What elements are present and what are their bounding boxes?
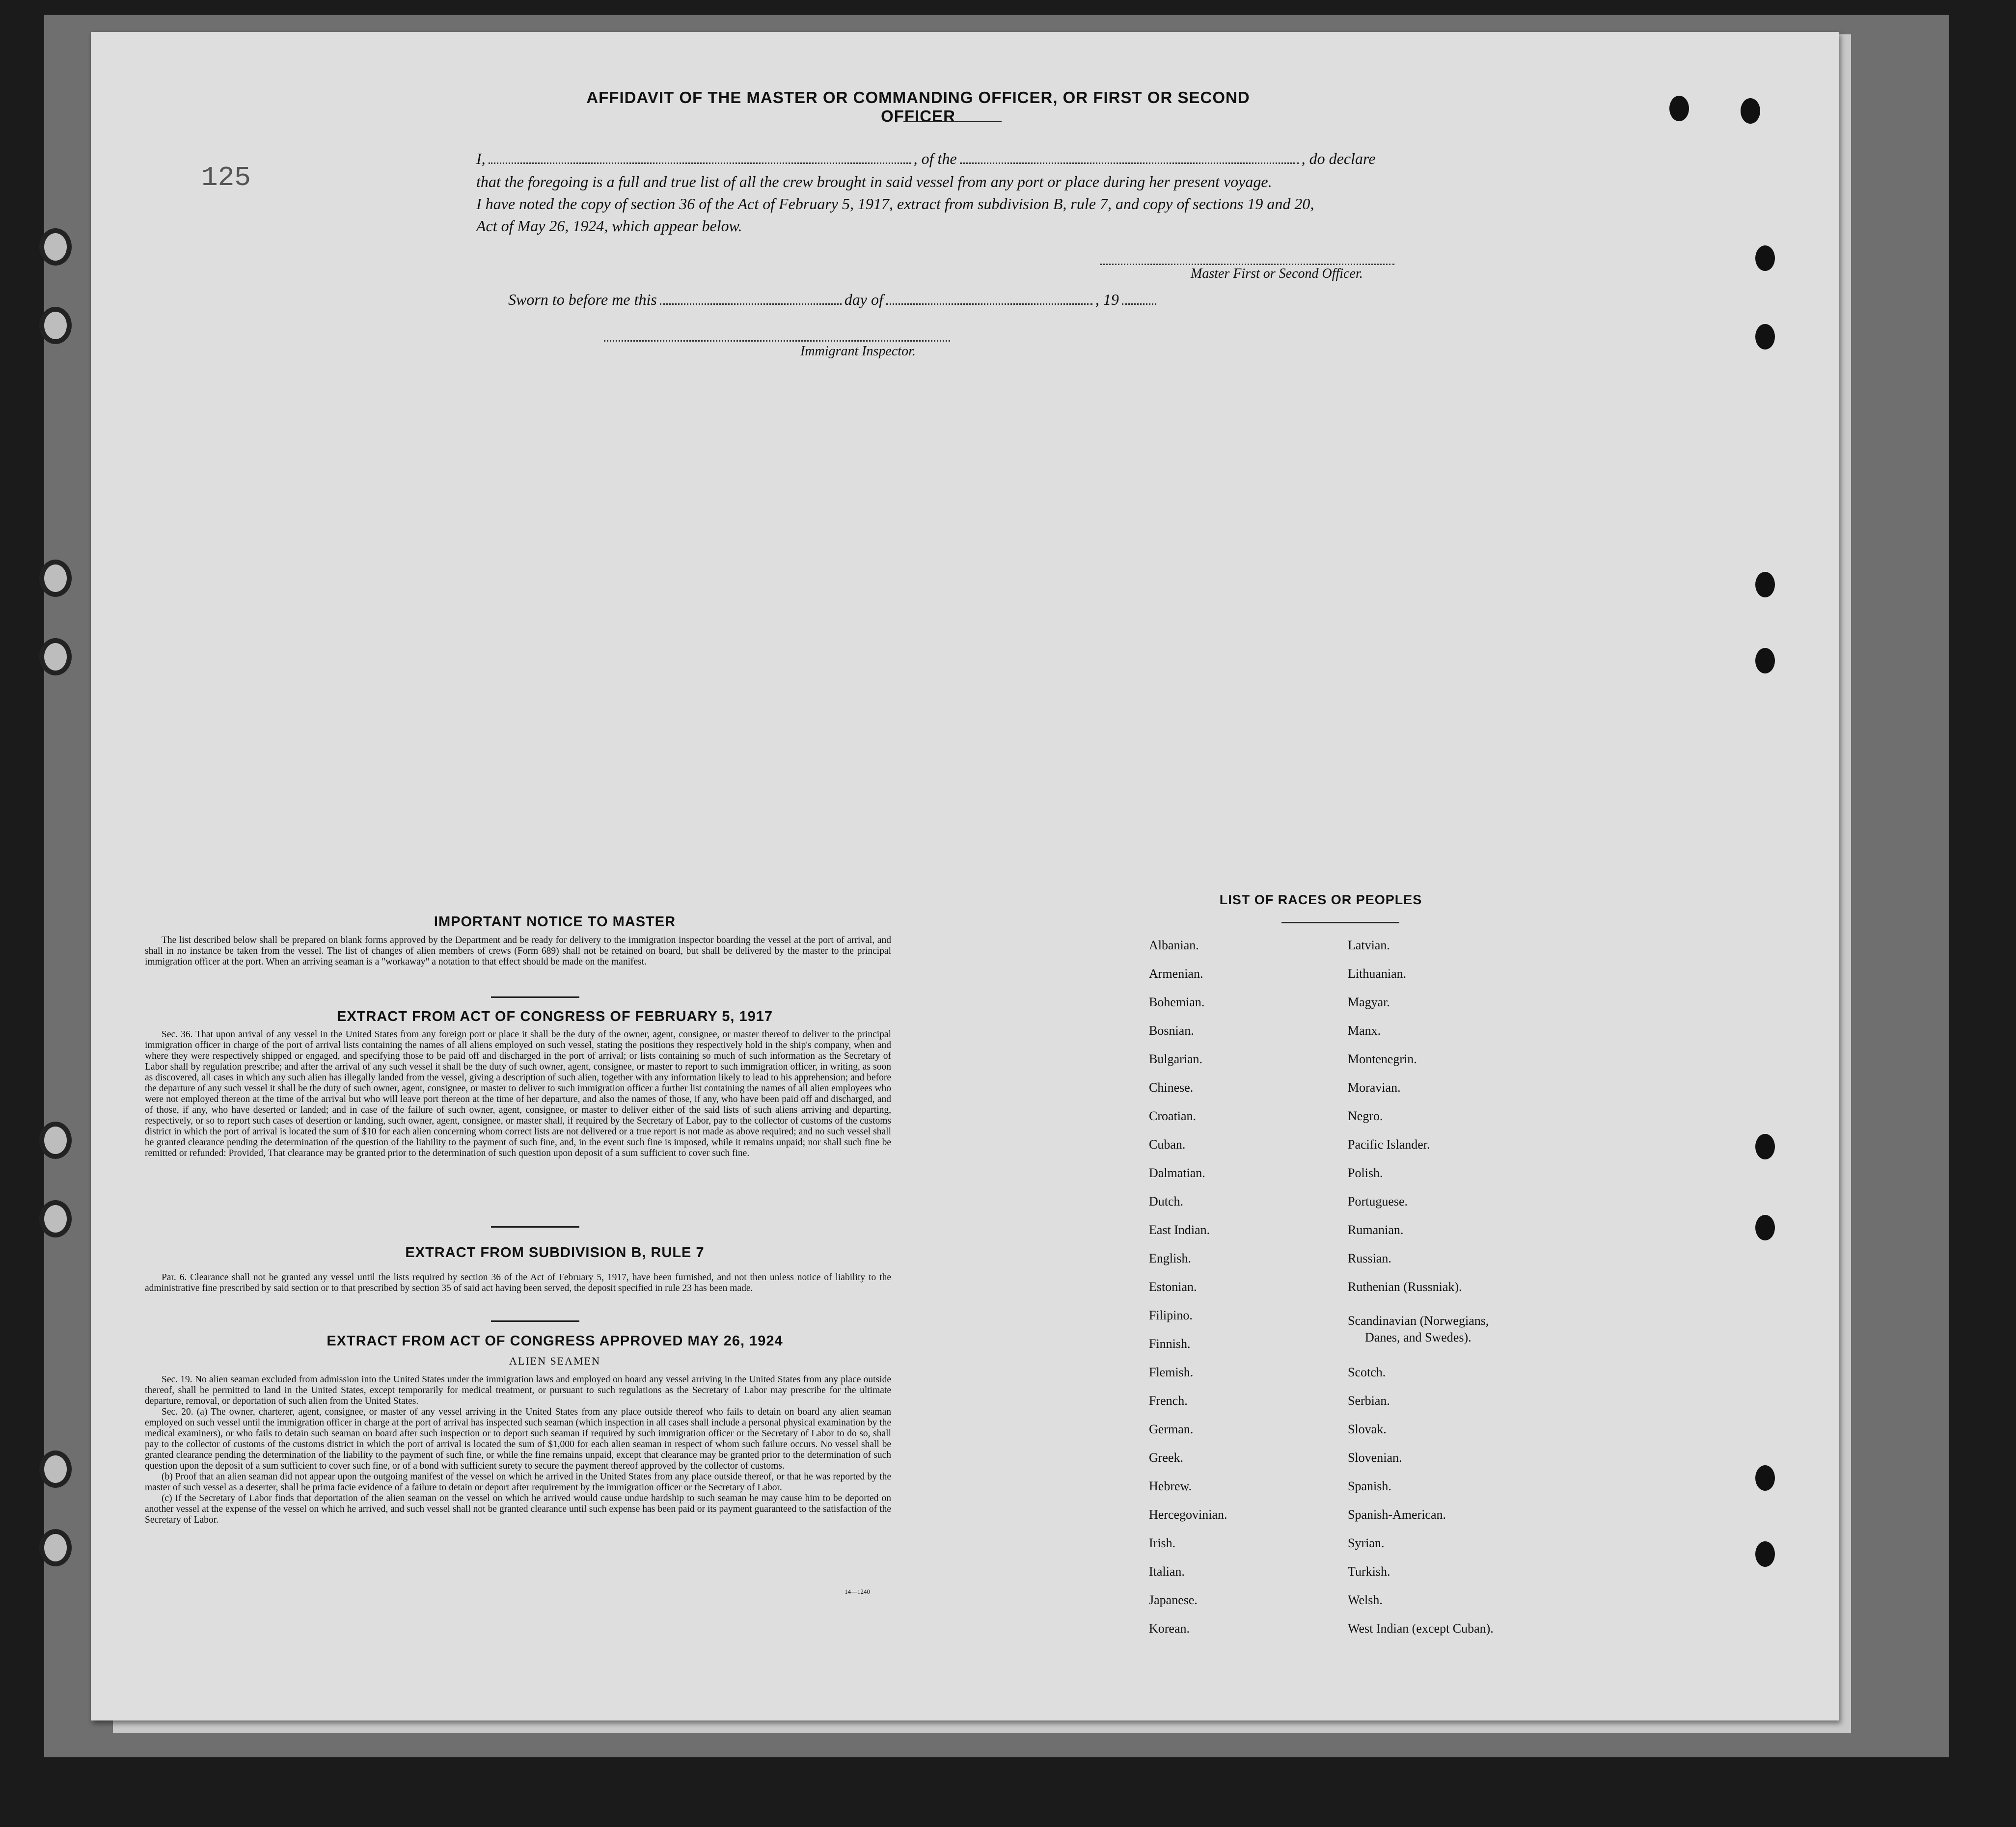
race-item: Irish. (1149, 1536, 1176, 1550)
race-item: Hebrew. (1149, 1479, 1192, 1493)
race-item: Bulgarian. (1149, 1052, 1203, 1066)
race-item: Flemish. (1149, 1365, 1194, 1379)
race-item: Manx. (1348, 1023, 1381, 1038)
section-36-paragraph: Sec. 36. That upon arrival of any vessel in the United States from any foreign port or place it shall be the duty of the owner, agent, consignee, or master thereof to deliver to the principal immigration officer in charge of the port of arrival lists containing the names of all aliens employed on such vessel, stating the positions they respectively hold in the ship's company, when and where they were respectively shipped or engaged, and specifying those to be paid off and discharged in the port of arrival; or lists containing so much of such information as the Secretary of Labor shall by regulation prescribe; and after the arrival of any such vessel it shall be the duty of such owner, agent, consignee, or master to report to such immigration officer, in writing, as soon as discovered, all cases in which any such alien has illegally landed from the vessel, giving a description of such alien, together with any information likely to lead to his apprehension; and before the departure of any such vessel it shall be the duty of such owner, agent, consignee, or master to deliver to such immigration officer a further list containing the names of all alien employees who were not employed thereon at the time of the arrival but who will leave port thereon at the time of her departure, and also the names of those, if any, who have been paid off and discharged, and of those, if any, who have deserted or landed; and in case of the failure of such owner, agent, consignee, or master to deliver either of the said lists of such aliens arriving and departing, respectively, or so to report such cases of desertion or landing, such owner, agent, consignee, or master shall, if required by the Secretary of Labor, pay to the collector of customs of the customs district in which the port of arrival is located the sum of $10 for each alien concerning whom correct lists are not delivered or a true report is not made as above required; and no such vessel shall be granted clearance pending the determination of the question of the liability to the payment of such fine, and, in the event such fine is imposed, while it remains unpaid; nor shall such fine be remitted or refunded: Provided, That clearance may be granted prior to the determination of such question upon deposit of a sum sufficient to cover such fine. (145, 1029, 891, 1158)
race-item: Albanian. (1149, 938, 1199, 952)
race-item: Latvian. (1348, 938, 1390, 952)
race-item: Polish. (1348, 1166, 1383, 1180)
extract-1917-divider (491, 1226, 579, 1228)
binder-ring (39, 228, 72, 266)
year-label: , 19 (1095, 291, 1119, 308)
binder-ring (39, 1122, 72, 1159)
notice-paragraph: The list described below shall be prepared on blank forms approved by the Department and be ready for delivery to the immigration inspector boarding the vessel at the port of arrival, and shall in no instance be taken from the vessel. The list of changes of alien members of crews (Form 689) shall not be retained on board, but shall be delivered by the master to the principal immigration officer at the port. When an arriving seaman is a "workaway" a notation to that effect should be made on the manifest. (145, 935, 891, 967)
race-item: Hercegovinian. (1149, 1507, 1227, 1522)
extract-rule7-text (145, 1272, 891, 1294)
master-signature-line[interactable] (1100, 264, 1394, 265)
extract-1917-text (145, 1029, 891, 1159)
race-item: Spanish-American. (1348, 1507, 1446, 1522)
binder-ring (39, 1451, 72, 1488)
race-item: Negro. (1348, 1109, 1383, 1123)
race-item: Slovak. (1348, 1422, 1387, 1436)
name-blank[interactable] (489, 162, 911, 164)
affidavit-declaration-line (476, 150, 1375, 168)
inspector-signature-label: Immigrant Inspector. (800, 344, 916, 359)
affidavit-title: AFFIDAVIT OF THE MASTER OR COMMANDING OFFICER, OR FIRST OR SECOND OFFICER (586, 88, 1250, 125)
race-item: Dalmatian. (1149, 1166, 1205, 1180)
race-item: Montenegrin. (1348, 1052, 1417, 1066)
race-item: East Indian. (1149, 1223, 1210, 1237)
race-item: French. (1149, 1394, 1188, 1408)
binder-hole (1755, 1465, 1775, 1491)
race-item: Finnish. (1149, 1337, 1191, 1351)
affidavit-line-4: Act of May 26, 1924, which appear below. (476, 217, 742, 235)
section-20b-paragraph: (b) Proof that an alien seaman did not appear upon the outgoing manifest of the vessel on which he arrived in the United States from any place outside thereof, or that he was reported by the master of such vessel as a deserter, shall be prima facie evidence of a failure to detain or deport after requirement by the immigration officer or the Secretary of Labor. (145, 1472, 891, 1493)
race-item: Chinese. (1149, 1080, 1194, 1095)
binder-hole (1755, 324, 1775, 349)
extract-1917-title: EXTRACT FROM ACT OF CONGRESS OF FEBRUARY 5, 1917 (336, 1009, 773, 1024)
race-item: Korean. (1149, 1621, 1190, 1636)
notice-title: IMPORTANT NOTICE TO MASTER (434, 914, 676, 930)
binder-hole (1755, 1134, 1775, 1159)
race-item: Slovenian. (1348, 1451, 1402, 1465)
race-item: Portuguese. (1348, 1194, 1408, 1209)
sworn-line (508, 291, 1159, 309)
binder-ring (39, 307, 72, 344)
race-item: Croatian. (1149, 1109, 1197, 1123)
sworn-month-blank[interactable] (886, 303, 1092, 305)
binder-hole (1755, 1215, 1775, 1240)
affidavit-line-2: that the foregoing is a full and true list of all the crew brought in said vessel from any port or place during her present voyage. (476, 173, 1272, 190)
race-item: Moravian. (1348, 1080, 1401, 1095)
race-item: Cuban. (1149, 1137, 1186, 1152)
page-number-stamp: 125 (201, 162, 251, 193)
race-item: Bohemian. (1149, 995, 1205, 1009)
binder-hole (1755, 572, 1775, 597)
race-item: Dutch. (1149, 1194, 1184, 1209)
race-item: Spanish. (1348, 1479, 1391, 1493)
binder-ring (39, 638, 72, 675)
binder-ring (39, 560, 72, 597)
race-item: Russian. (1348, 1251, 1391, 1265)
form-number: 14—1240 (845, 1588, 870, 1595)
affidavit-declare-label: , do declare (1301, 150, 1376, 167)
affidavit-i-label: I, (476, 150, 486, 167)
extract-1924-text (145, 1374, 891, 1526)
race-item: English. (1149, 1251, 1191, 1265)
vessel-blank[interactable] (960, 162, 1299, 164)
extract-1924-title: EXTRACT FROM ACT OF CONGRESS APPROVED MAY 26, 1924 (327, 1333, 783, 1349)
binder-ring (39, 1200, 72, 1237)
race-item: Syrian. (1348, 1536, 1385, 1550)
sworn-year-blank[interactable] (1122, 303, 1156, 305)
race-item: Lithuanian. (1348, 967, 1407, 981)
affidavit-of-the-label: , of the (913, 150, 957, 167)
sworn-label: Sworn to before me this (508, 291, 657, 308)
section-19-paragraph: Sec. 19. No alien seaman excluded from admission into the United States under the immigration laws and employed on board any vessel arriving in the United States from any place outside thereof, shall be permitted to land in the United States, except temporarily for medical treatment, or pursuant to such regulations as the Secretary of Labor may prescribe for the ultimate departure, removal, or deportation of such alien from the United States. (145, 1374, 891, 1406)
race-item: Italian. (1149, 1564, 1185, 1579)
race-item: German. (1149, 1422, 1194, 1436)
paragraph-6: Par. 6. Clearance shall not be granted any vessel until the lists required by section 36 of the Act of February 5, 1917, have been furnished, and not then unless notice of liability to the administrative fine prescribed by said section or to that prescribed by section 35 of said act having been served, the deposit specified in rule 23 has been made. (145, 1272, 891, 1293)
race-item: Estonian. (1149, 1280, 1197, 1294)
section-20c-paragraph: (c) If the Secretary of Labor finds that deportation of the alien seaman on the vessel on which he arrived would cause undue hardship to such seaman he may cause him to be deported on another vessel at the expense of the vessel on which he arrived, and such vessel shall not be granted clearance until such expense has been paid or its payment guaranteed to the satisfaction of the Secretary of Labor. (145, 1493, 891, 1525)
master-signature-label: Master First or Second Officer. (1191, 266, 1363, 281)
race-item: Magyar. (1348, 995, 1390, 1009)
race-item: Danes, and Swedes). (1365, 1330, 1471, 1344)
race-item: Scandinavian (Norwegians, (1348, 1314, 1489, 1328)
section-20a-paragraph: Sec. 20. (a) The owner, charterer, agent, consignee, or master of any vessel arriving in the United States from any place outside thereof who fails to detain on board any alien seaman employed on such vessel until the immigration officer in charge at the port of arrival has inspected such seaman (which inspection in all cases shall include a personal physical examination by the medical examiners), or who fails to detain such seaman on board after such inspection or to deport such seaman if required by such immigration officer or the Secretary of Labor to do so, shall pay to the collector of customs of the customs district in which the port of arrival is located the sum of $1,000 for each alien seaman in respect of whom such failure occurs. No vessel shall be granted clearance pending the determination of the liability to the payment of such fine, or while the fine remains unpaid, except that clearance may be granted prior to the determination of such question upon the deposit of a sum sufficient to cover such fine, or of a bond with sufficient surety to secure the payment thereof approved by the collector of customs. (145, 1407, 891, 1471)
race-item: Greek. (1149, 1451, 1184, 1465)
affidavit-line-3: I have noted the copy of section 36 of the Act of February 5, 1917, extract from subdivision B, rule 7, and copy of sections 19 and 20, (476, 195, 1314, 213)
binder-hole (1755, 245, 1775, 271)
race-item: Turkish. (1348, 1564, 1390, 1579)
binder-hole (1755, 1541, 1775, 1567)
race-item: Rumanian. (1348, 1223, 1404, 1237)
race-item: West Indian (except Cuban). (1348, 1621, 1494, 1636)
inspector-signature-line[interactable] (604, 340, 950, 342)
binder-ring (39, 1529, 72, 1566)
notice-divider (491, 996, 579, 998)
race-item: Ruthenian (Russniak). (1348, 1280, 1462, 1294)
race-item: Armenian. (1149, 967, 1203, 981)
races-title: LIST OF RACES OR PEOPLES (1219, 892, 1422, 907)
alien-seamen-subtitle: ALIEN SEAMEN (509, 1355, 600, 1367)
race-item: Serbian. (1348, 1394, 1390, 1408)
notice-text (145, 935, 891, 967)
race-item: Welsh. (1348, 1593, 1383, 1607)
day-of-label: day of (844, 291, 883, 308)
race-item: Bosnian. (1149, 1023, 1194, 1038)
binder-hole (1669, 96, 1689, 121)
sworn-day-blank[interactable] (660, 303, 842, 305)
race-item: Japanese. (1149, 1593, 1198, 1607)
title-divider (903, 121, 1002, 122)
race-item: Pacific Islander. (1348, 1137, 1430, 1152)
race-item: Filipino. (1149, 1308, 1193, 1322)
extract-rule7-title: EXTRACT FROM SUBDIVISION B, RULE 7 (405, 1245, 705, 1261)
extract-rule7-divider (491, 1320, 579, 1322)
binder-hole (1755, 648, 1775, 673)
races-divider (1281, 922, 1399, 923)
binder-hole (1741, 98, 1760, 124)
race-item: Scotch. (1348, 1365, 1386, 1379)
